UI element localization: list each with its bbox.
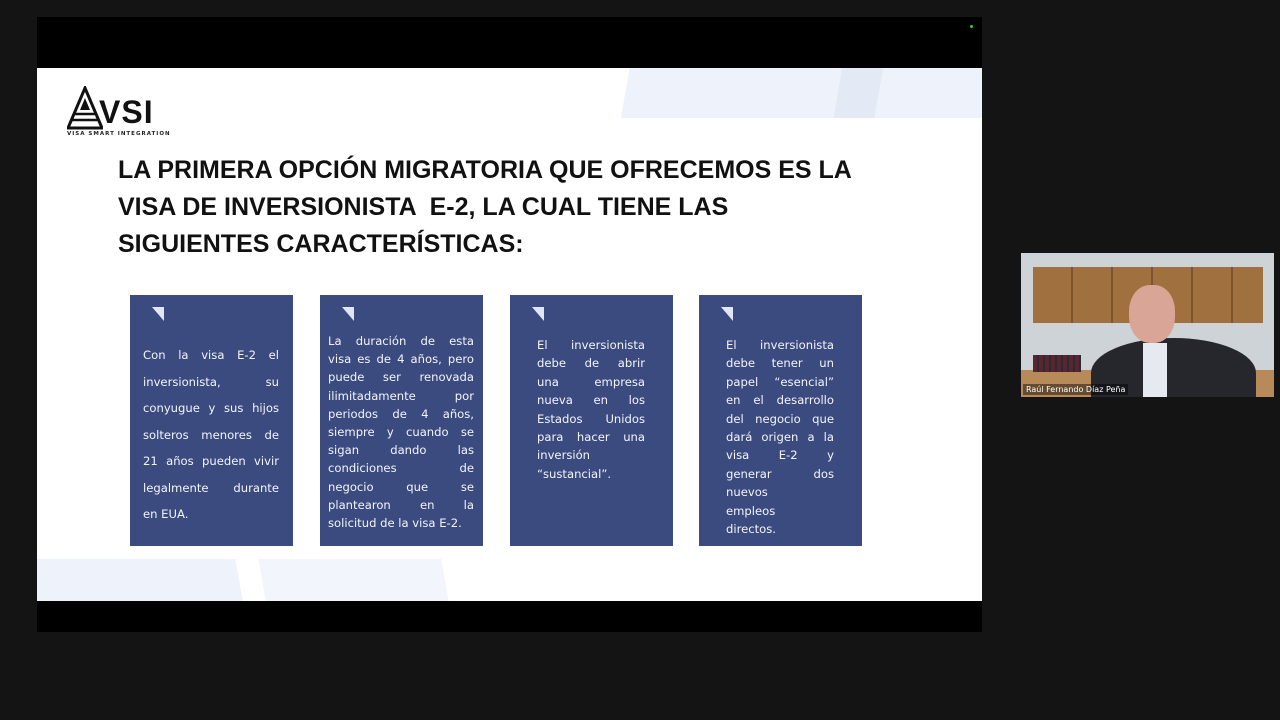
vsi-logo <box>67 86 177 141</box>
card-text-line: El inversionista <box>537 338 645 352</box>
video-background <box>1033 355 1081 372</box>
feature-card <box>510 295 673 546</box>
card-text-line: negocio que se <box>328 479 474 494</box>
card-text-line: nueva en los <box>537 393 645 408</box>
card-text-line: para hacer una <box>537 430 645 445</box>
feature-card <box>320 295 483 546</box>
presentation-slide <box>37 68 982 601</box>
card-text-line: La duración de esta <box>328 334 474 348</box>
card-text-line: Con la visa E-2 el <box>143 348 279 362</box>
card-text-line: sigan dando las <box>328 443 474 458</box>
decorative-shape <box>37 559 487 601</box>
logo-tagline: VISA SMART INTEGRATION <box>67 131 171 137</box>
title-line: LA PRIMERA OPCIÓN MIGRATORIA QUE OFRECEMOS ES LA <box>118 156 852 184</box>
corner-triangle-icon <box>721 307 733 321</box>
card-text-line: condiciones de <box>328 461 474 476</box>
card-text-line: papel “esencial” <box>726 374 834 389</box>
card-text-line: plantearon en la <box>328 497 474 512</box>
card-text-line: El inversionista <box>726 338 834 352</box>
card-text <box>328 332 474 532</box>
title-line: VISA DE INVERSIONISTA E-2, LA CUAL TIENE LAS <box>118 193 729 221</box>
card-text-line: ilimitadamente por <box>328 388 474 403</box>
status-indicator <box>970 25 973 28</box>
slide-title <box>118 152 878 263</box>
card-text-line: inversionista, su <box>143 374 279 389</box>
card-text <box>726 336 834 538</box>
card-text-line: directos. <box>726 522 776 537</box>
card-text-line: periodos de 4 años, <box>328 406 474 421</box>
participant-video-tile[interactable] <box>1021 253 1274 397</box>
corner-triangle-icon <box>532 307 544 321</box>
card-text-line: generar dos <box>726 466 834 481</box>
card-text-line: visa es de 4 años, pero <box>328 352 474 367</box>
card-text-line: en el desarrollo <box>726 393 834 408</box>
card-text-line: puede ser renovada <box>328 370 474 385</box>
card-text-line: Estados Unidos <box>537 411 645 426</box>
participant-name: Raúl Fernando Díaz Peña <box>1023 384 1128 395</box>
card-text-line: 21 años pueden vivir <box>143 454 279 468</box>
participant-figure <box>1143 343 1167 397</box>
card-text-line: conyugue y sus hijos <box>143 401 279 415</box>
card-text-line: solteros menores de <box>143 427 279 442</box>
card-text-line: legalmente durante <box>143 480 279 495</box>
corner-triangle-icon <box>152 307 164 321</box>
card-text-line: siempre y cuando se <box>328 425 474 440</box>
card-text-line: del negocio que <box>726 411 834 426</box>
card-text <box>537 336 645 483</box>
decorative-shape <box>597 68 982 118</box>
card-text-line: “sustancial”. <box>537 466 612 481</box>
participant-figure <box>1129 285 1175 343</box>
corner-triangle-icon <box>342 307 354 321</box>
card-text-line: solicitud de la visa E-2. <box>328 516 462 531</box>
card-text-line: debe tener un <box>726 356 834 371</box>
card-text <box>143 342 279 528</box>
card-text-line: empleos <box>726 503 776 518</box>
card-text-line: inversión <box>537 448 591 463</box>
card-text-line: visa E-2 y <box>726 448 834 463</box>
card-text-line: en EUA. <box>143 507 189 521</box>
card-text-line: una empresa <box>537 374 645 389</box>
triangle-logo-icon <box>67 86 103 130</box>
feature-card <box>130 295 293 546</box>
card-text-line: dará origen a la <box>726 430 834 445</box>
card-text-line: debe de abrir <box>537 356 645 371</box>
logo-name: VSI <box>99 94 154 130</box>
feature-card <box>699 295 862 546</box>
title-line: SIGUIENTES CARACTERÍSTICAS: <box>118 230 524 258</box>
card-text-line: nuevos <box>726 485 768 500</box>
